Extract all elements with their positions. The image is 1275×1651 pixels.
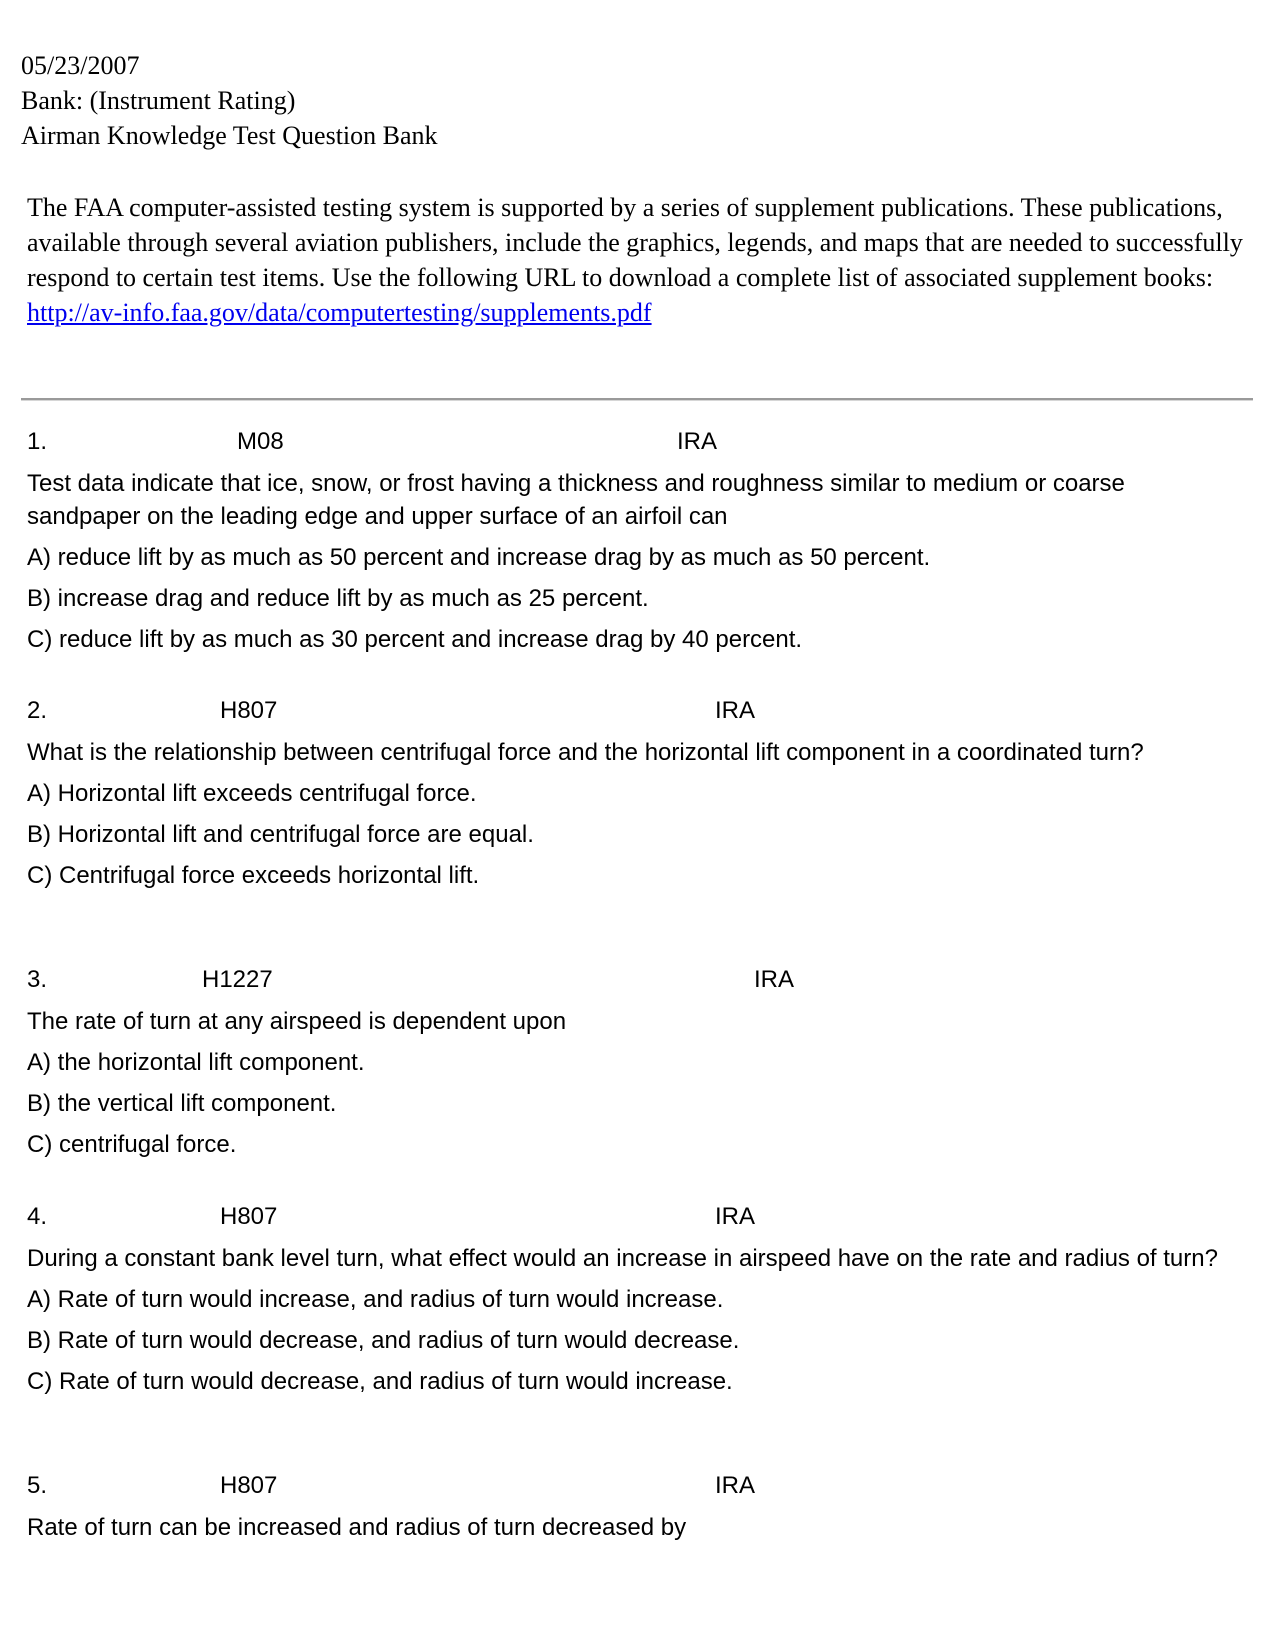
question-rating: IRA xyxy=(715,1203,756,1230)
intro-paragraph xyxy=(27,190,1252,330)
question-text: Test data indicate that ice, snow, or frost having a thickness and roughness similar to medium or coarse sandpaper on the leading edge and upper surface of an airfoil can xyxy=(27,470,1125,530)
question-header xyxy=(27,696,1242,726)
question-item xyxy=(27,1202,1242,1398)
question-text: During a constant bank level turn, what effect would an increase in airspeed have on the rate and radius of turn? xyxy=(27,1245,1218,1272)
question-number: 4. xyxy=(27,1203,48,1230)
question-number: 2. xyxy=(27,697,48,724)
question-code: H807 xyxy=(220,697,278,724)
question-text: The rate of turn at any airspeed is dependent upon xyxy=(27,1008,567,1035)
answer-option-c: C) centrifugal force. xyxy=(27,1131,237,1158)
bank-name: Bank: (Instrument Rating) xyxy=(21,86,296,115)
answer-option-b: B) increase drag and reduce lift by as much as 25 percent. xyxy=(27,585,649,612)
question-text: Rate of turn can be increased and radius of turn decreased by xyxy=(27,1514,687,1541)
answer-option-a: A) reduce lift by as much as 50 percent and increase drag by as much as 50 percent. xyxy=(27,544,931,571)
question-item xyxy=(27,427,1242,656)
document-header xyxy=(21,48,438,153)
intro-section xyxy=(27,190,1252,330)
question-code: H807 xyxy=(220,1472,278,1499)
date: 05/23/2007 xyxy=(21,51,140,80)
question-item xyxy=(27,965,1242,1161)
question-code: H807 xyxy=(220,1203,278,1230)
question-code: H1227 xyxy=(202,966,273,993)
question-item xyxy=(27,1471,1242,1544)
answer-option-b: B) Rate of turn would decrease, and radius of turn would decrease. xyxy=(27,1327,740,1354)
question-number: 1. xyxy=(27,428,48,455)
question-code: M08 xyxy=(237,428,284,455)
question-text: What is the relationship between centrifugal force and the horizontal lift component in a coordinated turn? xyxy=(27,739,1144,766)
question-header xyxy=(27,1471,1242,1501)
intro-text: The FAA computer-assisted testing system is supported by a series of supplement publications. These publications, available through several aviation publishers, include the graphics, legends, and maps that are needed to successfully respond to certain test items. Use the following URL to download a complete list of associated supplement books: xyxy=(27,193,1243,292)
question-number: 5. xyxy=(27,1472,48,1499)
supplements-link[interactable]: http://av-info.faa.gov/data/computertesting/supplements.pdf xyxy=(27,298,652,327)
question-rating: IRA xyxy=(715,697,756,724)
answer-option-c: C) Rate of turn would decrease, and radius of turn would increase. xyxy=(27,1368,733,1395)
answer-option-a: A) Horizontal lift exceeds centrifugal force. xyxy=(27,780,477,807)
question-header xyxy=(27,427,1242,457)
question-rating: IRA xyxy=(677,428,718,455)
page-title: Airman Knowledge Test Question Bank xyxy=(21,121,438,150)
horizontal-divider xyxy=(21,398,1253,401)
answer-option-a: A) the horizontal lift component. xyxy=(27,1049,365,1076)
answer-option-c: C) Centrifugal force exceeds horizontal lift. xyxy=(27,862,480,889)
question-rating: IRA xyxy=(754,966,795,993)
answer-option-c: C) reduce lift by as much as 30 percent and increase drag by 40 percent. xyxy=(27,626,803,653)
question-header xyxy=(27,965,1242,995)
answer-option-b: B) Horizontal lift and centrifugal force are equal. xyxy=(27,821,534,848)
answer-option-b: B) the vertical lift component. xyxy=(27,1090,337,1117)
question-number: 3. xyxy=(27,966,48,993)
question-header xyxy=(27,1202,1242,1232)
question-rating: IRA xyxy=(715,1472,756,1499)
answer-option-a: A) Rate of turn would increase, and radius of turn would increase. xyxy=(27,1286,724,1313)
question-item xyxy=(27,696,1242,892)
